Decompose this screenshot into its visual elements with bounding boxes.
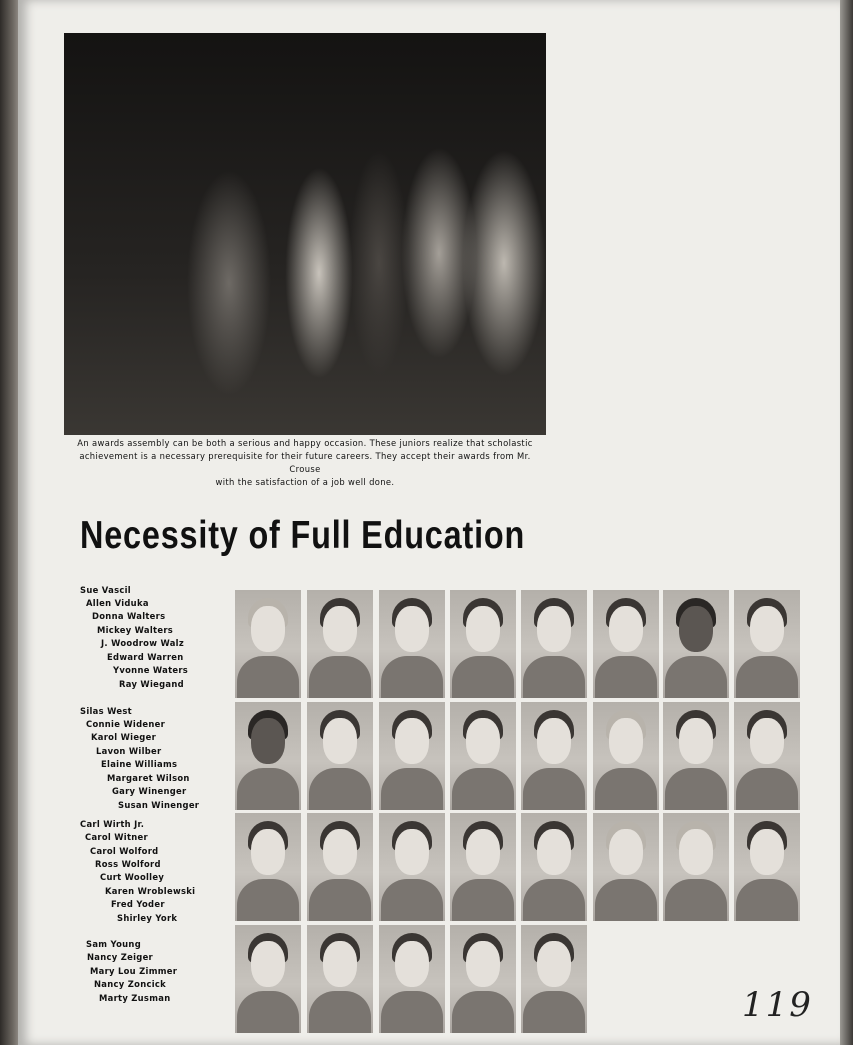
student-portrait xyxy=(235,590,301,698)
student-name: Carl Wirth Jr. xyxy=(80,819,145,829)
student-portrait xyxy=(734,813,800,921)
student-portrait xyxy=(734,702,800,810)
student-portrait xyxy=(379,925,445,1033)
student-name: Shirley York xyxy=(117,913,178,923)
student-name: Carol Wolford xyxy=(90,846,159,856)
student-portrait xyxy=(593,813,659,921)
student-portrait xyxy=(521,813,587,921)
awards-assembly-photo xyxy=(64,33,546,435)
student-portrait xyxy=(450,590,516,698)
student-portrait xyxy=(450,813,516,921)
page-edge xyxy=(840,0,853,1045)
student-name: Yvonne Waters xyxy=(113,665,189,675)
student-name: Ray Wiegand xyxy=(119,679,184,689)
student-name: Ross Wolford xyxy=(95,859,161,869)
student-name: Carol Witner xyxy=(85,832,148,842)
student-name: Fred Yoder xyxy=(111,899,165,909)
student-name: J. Woodrow Walz xyxy=(101,638,185,648)
student-portrait xyxy=(307,813,373,921)
student-name: Connie Widener xyxy=(86,719,166,729)
student-portrait xyxy=(663,813,729,921)
student-portrait xyxy=(663,590,729,698)
photo-caption xyxy=(64,437,546,489)
student-portrait xyxy=(379,813,445,921)
student-portrait xyxy=(521,590,587,698)
student-portrait xyxy=(379,590,445,698)
student-name: Lavon Wilber xyxy=(96,746,162,756)
caption-line: achievement is a necessary prerequisite for their future careers. They accept their awards from Mr. Crouse xyxy=(79,451,531,474)
student-name: Karol Wieger xyxy=(91,732,157,742)
student-portrait xyxy=(379,702,445,810)
student-portrait xyxy=(307,925,373,1033)
student-portrait xyxy=(663,702,729,810)
caption-line: with the satisfaction of a job well done. xyxy=(215,477,395,487)
student-portrait xyxy=(593,590,659,698)
student-portrait xyxy=(521,702,587,810)
book-binding xyxy=(0,0,18,1045)
student-name: Karen Wroblewski xyxy=(105,886,196,896)
student-portrait xyxy=(734,590,800,698)
student-portrait xyxy=(235,813,301,921)
student-portrait xyxy=(521,925,587,1033)
student-portrait xyxy=(450,702,516,810)
student-name: Nancy Zoncick xyxy=(94,979,167,989)
student-portrait xyxy=(307,590,373,698)
caption-line: An awards assembly can be both a serious and happy occasion. These juniors realize that scholastic xyxy=(77,438,533,448)
student-name: Edward Warren xyxy=(107,652,184,662)
student-portrait xyxy=(235,925,301,1033)
student-portrait xyxy=(593,702,659,810)
student-portrait xyxy=(450,925,516,1033)
student-name: Gary Winenger xyxy=(112,786,187,796)
student-name: Marty Zusman xyxy=(99,993,171,1003)
student-name: Donna Walters xyxy=(92,611,166,621)
student-name: Elaine Williams xyxy=(101,759,178,769)
student-portrait xyxy=(307,702,373,810)
student-name: Nancy Zeiger xyxy=(87,952,153,962)
page-number: 119 xyxy=(742,985,813,1025)
student-name: Sue Vascil xyxy=(80,585,131,595)
student-name: Silas West xyxy=(80,706,132,716)
student-name: Susan Winenger xyxy=(118,800,200,810)
student-name: Margaret Wilson xyxy=(107,773,190,783)
student-portrait xyxy=(235,702,301,810)
page-title: Necessity of Full Education xyxy=(80,514,526,557)
student-name: Allen Viduka xyxy=(86,598,149,608)
student-name: Curt Woolley xyxy=(100,872,165,882)
student-name: Mickey Walters xyxy=(97,625,174,635)
student-name: Sam Young xyxy=(86,939,141,949)
student-name: Mary Lou Zimmer xyxy=(90,966,178,976)
